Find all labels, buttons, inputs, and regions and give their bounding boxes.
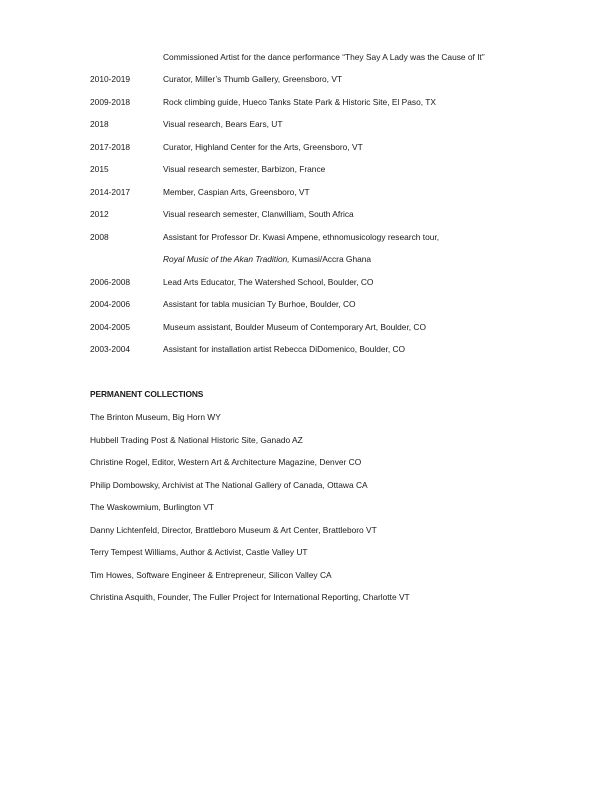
timeline-description: Assistant for tabla musician Ty Burhoe, Boulder, CO [163,299,356,309]
timeline-description: Lead Arts Educator, The Watershed School, Boulder, CO [163,276,374,287]
timeline-year: 2004-2005 [90,321,131,332]
timeline-description: Assistant for Professor Dr. Kwasi Ampene, ethnomusicology research tour, [163,231,440,242]
collection-item: Christine Rogel, Editor, Western Art & Architecture Magazine, Denver CO [90,457,362,467]
intro-line: Commissioned Artist for the dance performance “They Say A Lady was the Cause of It” [163,52,485,62]
experience-timeline [90,74,570,367]
timeline-description: Curator, Miller’s Thumb Gallery, Greensboro, VT [163,74,343,84]
timeline-row [90,142,570,165]
timeline-row [90,299,570,322]
continuation-location: Kumasi/Accra Ghana [289,254,372,264]
timeline-description: Assistant for installation artist Rebecca DiDomenico, Boulder, CO [163,344,406,354]
timeline-description: Visual research semester, Barbizon, France [163,164,326,174]
timeline-year: 2015 [90,164,109,174]
timeline-row [90,164,570,187]
timeline-year: 2009-2018 [90,96,131,107]
timeline-description: Rock climbing guide, Hueco Tanks State Park & Historic Site, El Paso, TX [163,96,436,107]
timeline-continuation-row [90,254,570,277]
collection-item: Philip Dombowsky, Archivist at The National Gallery of Canada, Ottawa CA [90,479,368,490]
timeline-row [90,277,570,300]
collection-item: Tim Howes, Software Engineer & Entrepreneur, Silicon Valley CA [90,569,332,580]
timeline-description: Member, Caspian Arts, Greensboro, VT [163,186,310,197]
collections-heading: PERMANENT COLLECTIONS [90,389,204,399]
collection-item: The Waskowmium, Burlington VT [90,502,214,512]
timeline-row [90,209,570,232]
timeline-row [90,97,570,120]
timeline-row [90,344,570,367]
timeline-year: 2018 [90,119,109,129]
timeline-year: 2017-2018 [90,141,131,152]
collection-item: Christina Asquith, Founder, The Fuller Project for International Reporting, Charlotte VT [90,592,410,602]
timeline-year: 2012 [90,209,109,219]
timeline-year: 2006-2008 [90,276,131,287]
collection-item: Danny Lichtenfeld, Director, Brattleboro Museum & Art Center, Brattleboro VT [90,524,377,535]
timeline-row [90,322,570,345]
publication-title: Royal Music of the Akan Tradition, [163,254,290,264]
timeline-year: 2014-2017 [90,186,131,197]
timeline-row [90,74,570,97]
collection-item: The Brinton Museum, Big Horn WY [90,412,221,422]
timeline-description: Visual research, Bears Ears, UT [163,119,283,129]
timeline-year: 2003-2004 [90,344,131,354]
timeline-year: 2010-2019 [90,74,131,84]
timeline-description: Museum assistant, Boulder Museum of Contemporary Art, Boulder, CO [163,321,426,332]
timeline-description: Curator, Highland Center for the Arts, Greensboro, VT [163,141,363,152]
timeline-continuation [163,254,570,264]
collection-item: Terry Tempest Williams, Author & Activist, Castle Valley UT [90,547,308,557]
timeline-year: 2008 [90,231,109,242]
timeline-row [90,119,570,142]
timeline-description: Visual research semester, Clanwilliam, South Africa [163,209,354,219]
collection-item: Hubbell Trading Post & National Historic Site, Ganado AZ [90,434,303,445]
timeline-row [90,187,570,210]
timeline-year: 2004-2006 [90,299,131,309]
collections-list [90,412,570,615]
timeline-row [90,232,570,255]
